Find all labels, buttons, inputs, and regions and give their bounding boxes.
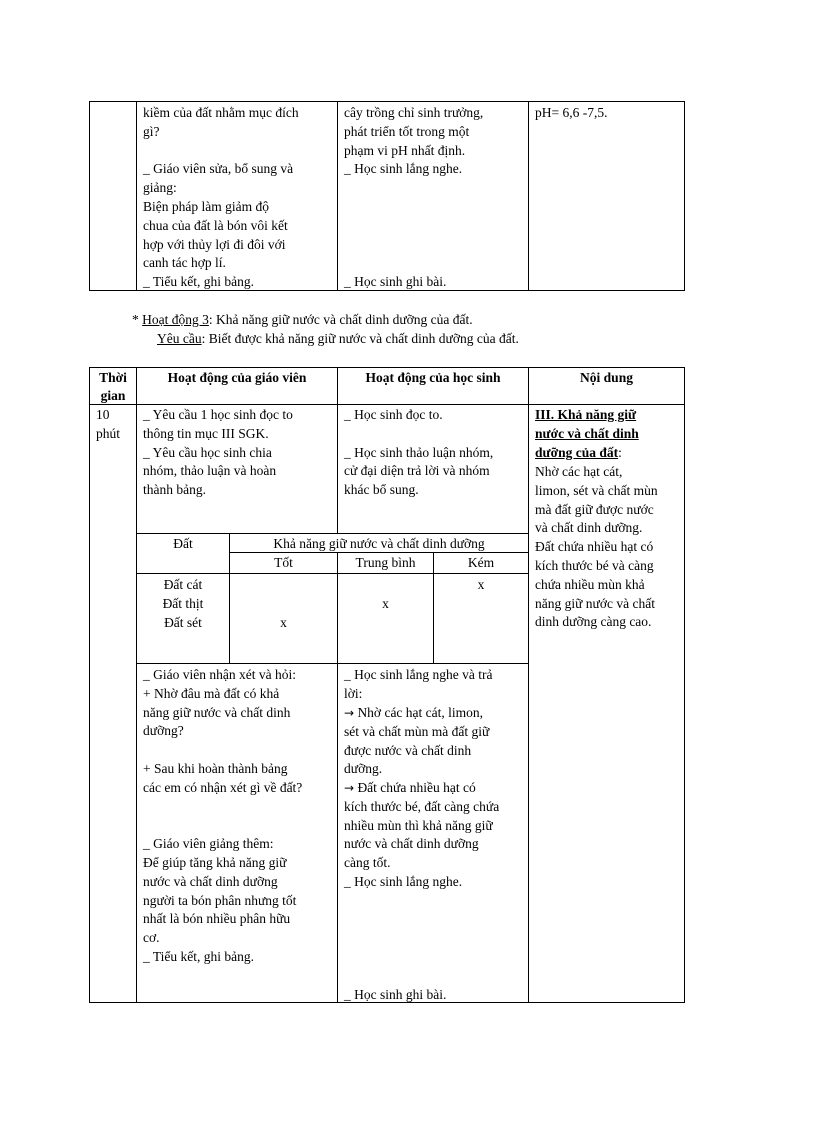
inner-level-medium: Trung bình [355, 555, 416, 570]
requirement-text: : Biết được khả năng giữ nước và chất dinh dưỡng của đất. [201, 331, 519, 346]
inner-level-poor: Kém [467, 555, 495, 570]
student-activity-2d: _ Học sinh ghi bài. [344, 987, 447, 1002]
teacher-activity-1: _ Yêu cầu 1 học sinh đọc to thông tin mục III SGK. _ Yêu cầu học sinh chia nhóm, thảo luận và hoàn thành bảng. [143, 407, 293, 498]
student-answer-2: Đất chứa nhiều hạt có kích thước bé, đất càng chứa nhiều mùn thì khả năng giữ nước và chất dinh dưỡng càng tốt. _ Học sinh lắng nghe. [344, 780, 500, 889]
arrow-icon: → [344, 706, 355, 720]
student-activity-cell: cây trồng chỉ sinh trưởng, phát triển tốt trong một phạm vi pH nhất định. _ Học sinh lắng nghe. [344, 105, 484, 177]
header-content: Nội dung [580, 370, 633, 385]
student-activity-2b [344, 704, 526, 779]
bullet-star: * [132, 312, 139, 327]
inner-level-good: Tốt [274, 555, 293, 570]
mark-loam-medium: x [382, 596, 389, 611]
inner-header-capacity: Khả năng giữ nước và chất dinh dưỡng [273, 536, 485, 551]
content-section-title [535, 406, 681, 462]
activity-title: : Khả năng giữ nước và chất dinh dưỡng của đất. [208, 312, 473, 327]
teacher-activity-2: _ Giáo viên nhận xét và hỏi: + Nhờ đâu mà đất có khả năng giữ nước và chất dinh dưỡng? + Sau khi hoàn thành bảng các em có nhận xét gì về đất? _ Giáo viên giảng thêm: Để giúp tăng khả năng giữ nước và chất dinh dưỡng người ta bón phân nhưng tốt nhất là bón nhiều phân hữu cơ. _ Tiểu kết, ghi bảng. [143, 667, 303, 964]
mark-clay-good: x [280, 615, 287, 630]
activity-label: Hoạt động 3 [142, 312, 209, 327]
activity-heading [132, 312, 473, 328]
inner-soil-types: Đất cát Đất thịt Đất sét [162, 577, 204, 630]
content-cell: pH= 6,6 -7,5. [535, 105, 608, 120]
requirement-label: Yêu cầu [157, 331, 202, 346]
student-activity-1: _ Học sinh đọc to. _ Học sinh thảo luận nhóm, cử đại diện trả lời và nhóm khác bổ sung. [344, 407, 494, 498]
header-time: Thời gian [99, 370, 127, 403]
student-activity-2a: _ Học sinh lắng nghe và trả lời: [344, 667, 493, 701]
content-body: Nhờ các hạt cát, limon, sét và chất mùn mà đất giữ được nước và chất dinh dưỡng. Đất chứa nhiều hạt có kích thước bé và càng chứa nhiều mùn khả năng giữ nước và chất dinh dưỡng càng cao. [535, 464, 658, 630]
header-student-activity: Hoạt động của học sinh [365, 370, 501, 385]
student-answer-1: Nhờ các hạt cát, limon, sét và chất mùn mà đất giữ được nước và chất dinh dưỡng. [344, 705, 490, 777]
time-value: 10 phút [96, 407, 121, 441]
student-activity-note: _ Học sinh ghi bài. [344, 274, 447, 289]
section-title-colon: : [618, 444, 622, 460]
activity-requirement [157, 331, 519, 347]
arrow-icon: → [344, 781, 355, 795]
inner-header-soil: Đất [173, 536, 193, 551]
teacher-activity-cell: kiềm của đất nhằm mục đích gì? _ Giáo viên sửa, bổ sung và giảng: Biện pháp làm giảm độ chua của đất là bón vôi kết hợp với thủy lợi đi đôi với canh tác hợp lí. _ Tiểu kết, ghi bảng. [143, 105, 299, 290]
section-title-text: III. Khả năng giữ nước và chất dinh dưỡng của đất [535, 407, 639, 460]
student-activity-2c [344, 779, 526, 892]
header-teacher-activity: Hoạt động của giáo viên [167, 370, 307, 385]
mark-sandy-poor: x [477, 577, 485, 592]
